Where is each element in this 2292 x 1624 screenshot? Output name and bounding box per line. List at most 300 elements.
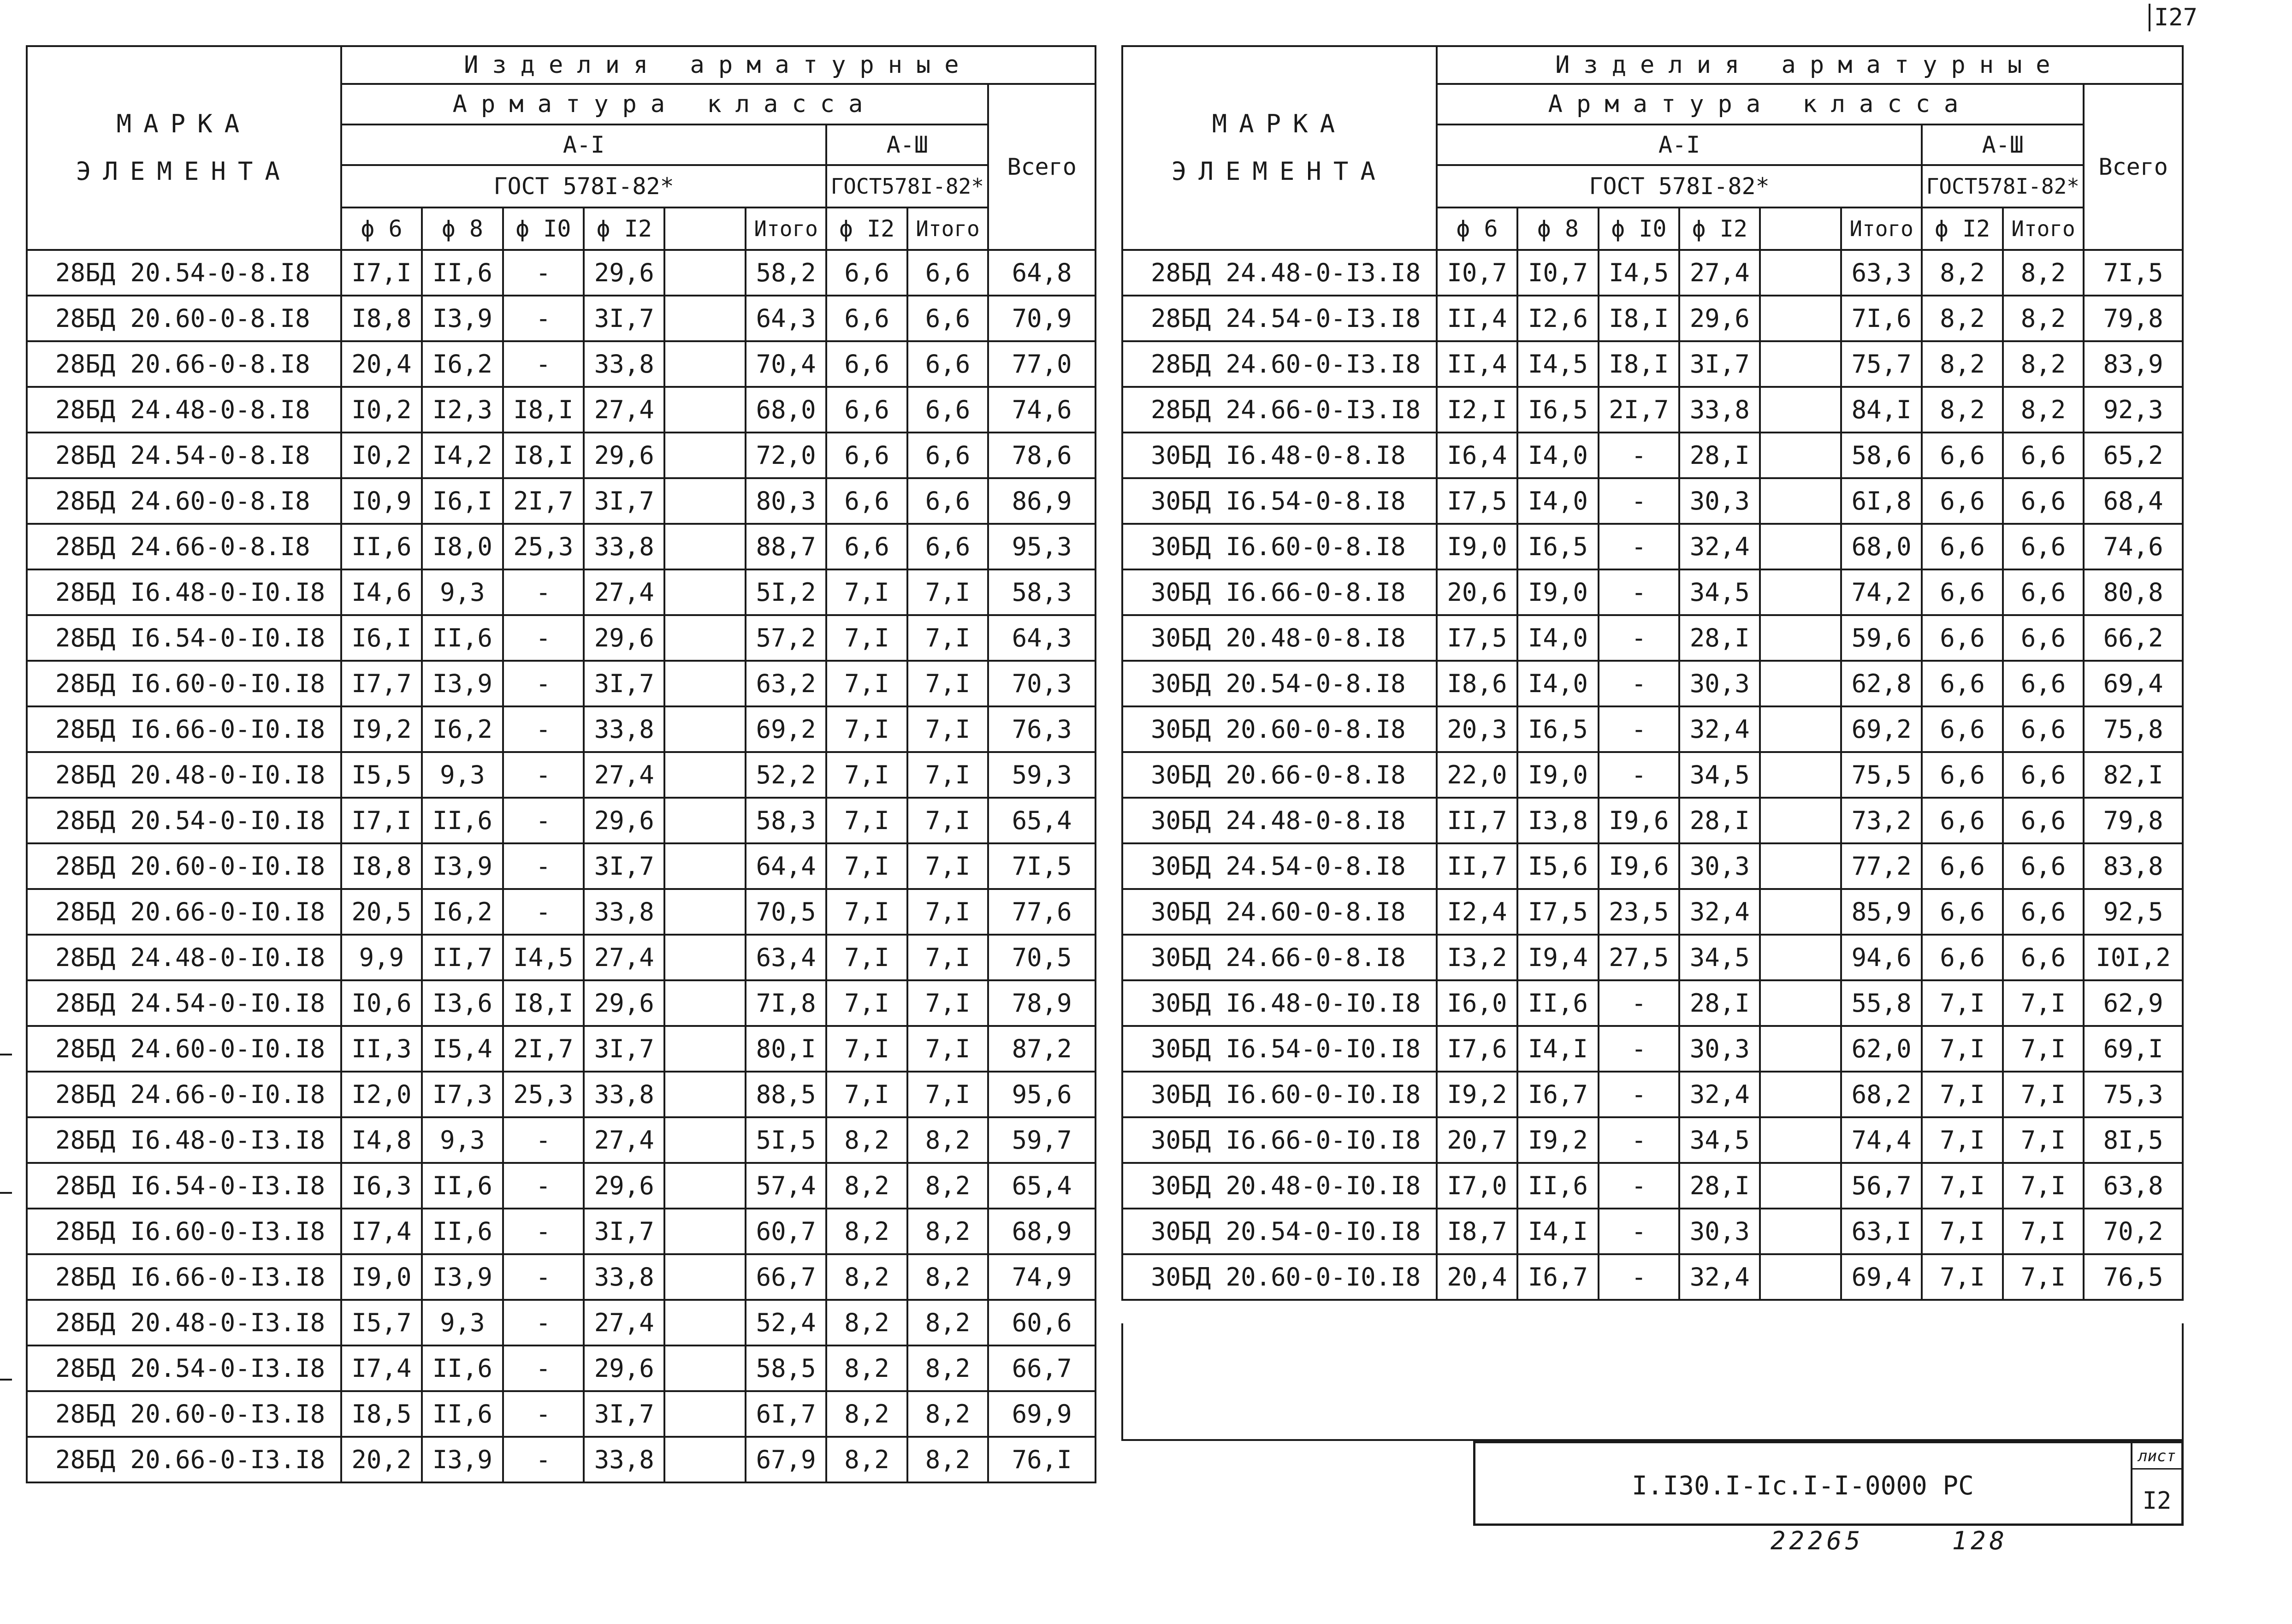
cell-value: 34,5	[1679, 569, 1760, 615]
cell-value: 72,0	[746, 433, 826, 478]
cell-value: 77,6	[988, 889, 1096, 935]
cell-value: 74,9	[988, 1254, 1096, 1300]
cell-value: I8,5	[341, 1391, 422, 1437]
cell-value	[1760, 706, 1841, 752]
cell-value: 6,6	[2003, 889, 2084, 935]
cell-value: 7,I	[826, 1026, 907, 1072]
cell-value: 8,2	[1922, 341, 2002, 387]
table-row	[27, 1437, 1096, 1482]
cell-value: 8,2	[826, 1300, 907, 1345]
d8-header: ϕ 8	[1517, 207, 1598, 250]
cell-value: I4,5	[503, 935, 584, 980]
element-mark: 28БД I6.66-0-I0.I8	[27, 706, 341, 752]
cell-value: -	[503, 1163, 584, 1209]
cell-value: 7,I	[907, 1026, 988, 1072]
cell-value: 7I,6	[1841, 296, 1922, 341]
cell-value: 7,I	[1922, 1117, 2002, 1163]
cell-value: I5,6	[1517, 843, 1598, 889]
cell-value: 3I,7	[584, 296, 664, 341]
cell-value: 69,2	[1841, 706, 1922, 752]
cell-value: I7,0	[1437, 1163, 1517, 1209]
cell-value: I8,I	[1599, 341, 1679, 387]
cell-value: -	[503, 661, 584, 706]
cell-value	[664, 935, 745, 980]
cell-value: I7,7	[341, 661, 422, 706]
element-mark: 30БД 20.60-0-8.I8	[1122, 706, 1437, 752]
cell-value	[664, 433, 745, 478]
cell-value: -	[503, 1254, 584, 1300]
cell-value: 6,6	[907, 296, 988, 341]
sheet-label: лист	[2132, 1447, 2181, 1470]
cell-value: 7,I	[826, 843, 907, 889]
cell-value: 8,2	[2003, 387, 2084, 433]
cell-value: 65,2	[2084, 433, 2183, 478]
cell-value: 2I,7	[503, 478, 584, 524]
table-row	[27, 1300, 1096, 1345]
cell-value: 7,I	[826, 798, 907, 843]
cell-value: 74,6	[2084, 524, 2183, 569]
cell-value	[1760, 615, 1841, 661]
cell-value: 3I,7	[1679, 341, 1760, 387]
cell-value: I9,0	[341, 1254, 422, 1300]
cell-value: 7I,8	[746, 980, 826, 1026]
gost-a3-header: ГОСТ578I-82*	[826, 165, 988, 207]
cell-value: 7,I	[2003, 1254, 2084, 1300]
cell-value: 58,3	[988, 569, 1096, 615]
table-row	[27, 1209, 1096, 1254]
table-row	[27, 387, 1096, 433]
cell-value	[664, 296, 745, 341]
cell-value: 7,I	[1922, 1163, 2002, 1209]
cell-value: 63,8	[2084, 1163, 2183, 1209]
rebar-table-right	[1121, 45, 2184, 1301]
cell-value: I3,9	[422, 1254, 503, 1300]
cell-value: I7,3	[422, 1072, 503, 1117]
table-row	[27, 980, 1096, 1026]
cell-value: 8,2	[907, 1117, 988, 1163]
cell-value: 6,6	[2003, 661, 2084, 706]
cell-value: I7,5	[1517, 889, 1598, 935]
cell-value: I8,8	[341, 843, 422, 889]
cell-value: I4,0	[1517, 433, 1598, 478]
table-row	[27, 250, 1096, 296]
cell-value: 30,3	[1679, 478, 1760, 524]
element-mark: 28БД I6.48-0-I0.I8	[27, 569, 341, 615]
cell-value: 7,I	[826, 706, 907, 752]
cell-value: 28,I	[1679, 1163, 1760, 1209]
cell-value: I6,2	[422, 889, 503, 935]
cell-value: 6,6	[826, 478, 907, 524]
cell-value: 6,6	[2003, 569, 2084, 615]
cell-value: I3,8	[1517, 798, 1598, 843]
cell-value: 62,8	[1841, 661, 1922, 706]
table-row	[27, 1117, 1096, 1163]
cell-value: 88,5	[746, 1072, 826, 1117]
cell-value: I3,9	[422, 661, 503, 706]
cell-value: I4,0	[1517, 661, 1598, 706]
cell-value: 8,2	[826, 1437, 907, 1482]
cell-value: 8,2	[907, 1345, 988, 1391]
cell-value: 6,6	[826, 387, 907, 433]
cell-value: I2,0	[341, 1072, 422, 1117]
cell-value: -	[1599, 980, 1679, 1026]
empty-area	[1121, 1323, 2184, 1441]
element-mark: 28БД 24.54-0-I0.I8	[27, 980, 341, 1026]
cell-value: 83,9	[2084, 341, 2183, 387]
cell-value: II,6	[422, 250, 503, 296]
cell-value: 30,3	[1679, 661, 1760, 706]
table-row	[1122, 935, 2183, 980]
cell-value: 8,2	[907, 1300, 988, 1345]
table-row	[1122, 433, 2183, 478]
cell-value	[1760, 1117, 1841, 1163]
cell-value: 6,6	[1922, 661, 2002, 706]
cell-value	[1760, 341, 1841, 387]
table-row	[27, 752, 1096, 798]
table-row	[1122, 980, 2183, 1026]
cell-value: I0,2	[341, 433, 422, 478]
cell-value: 95,6	[988, 1072, 1096, 1117]
cell-value: 6,6	[1922, 843, 2002, 889]
cell-value: 33,8	[584, 706, 664, 752]
cell-value: 33,8	[584, 341, 664, 387]
element-mark: 28БД 24.54-0-8.I8	[27, 433, 341, 478]
cell-value: I5,5	[341, 752, 422, 798]
cell-value: I6,I	[341, 615, 422, 661]
cell-value: 27,4	[584, 935, 664, 980]
cell-value	[664, 1072, 745, 1117]
cell-value: 6,6	[2003, 798, 2084, 843]
d12-header: ϕ I2	[584, 207, 664, 250]
class-a1-header: A-I	[341, 124, 827, 165]
cell-value: 27,5	[1599, 935, 1679, 980]
cell-value: 33,8	[584, 1437, 664, 1482]
element-mark: 28БД 20.48-0-I0.I8	[27, 752, 341, 798]
cell-value: 6I,8	[1841, 478, 1922, 524]
cell-value: I9,6	[1599, 798, 1679, 843]
cell-value: 2I,7	[503, 1026, 584, 1072]
table-row	[27, 1254, 1096, 1300]
element-mark: 30БД I6.54-0-8.I8	[1122, 478, 1437, 524]
cell-value: 69,2	[746, 706, 826, 752]
cell-value: -	[503, 250, 584, 296]
cell-value: 22,0	[1437, 752, 1517, 798]
table-row	[27, 798, 1096, 843]
element-mark: 28БД 20.66-0-8.I8	[27, 341, 341, 387]
cell-value: I2,3	[422, 387, 503, 433]
cell-value	[1760, 478, 1841, 524]
cell-value: 76,5	[2084, 1254, 2183, 1300]
cell-value	[664, 478, 745, 524]
cell-value: 7,I	[826, 935, 907, 980]
cell-value: -	[1599, 1209, 1679, 1254]
cell-value: I8,7	[1437, 1209, 1517, 1254]
element-mark: 28БД 20.54-0-8.I8	[27, 250, 341, 296]
margin-tick	[0, 1379, 12, 1381]
page-number: I27	[2154, 4, 2197, 31]
archive-stamp	[1771, 1526, 2008, 1555]
cell-value: 63,3	[1841, 250, 1922, 296]
products-header: Изделия арматурные	[1437, 46, 2183, 84]
mark-header: МАРКА ЭЛЕМЕНТА	[1122, 46, 1437, 250]
element-mark: 28БД 20.60-0-I3.I8	[27, 1391, 341, 1437]
cell-value: 6,6	[1922, 889, 2002, 935]
cell-value: -	[1599, 524, 1679, 569]
cell-value: 7,I	[1922, 1254, 2002, 1300]
element-mark: 30БД I6.66-0-I0.I8	[1122, 1117, 1437, 1163]
cell-value: I9,2	[341, 706, 422, 752]
cell-value: I8,6	[1437, 661, 1517, 706]
empty-header	[664, 207, 745, 250]
table-row	[1122, 752, 2183, 798]
cell-value: 20,5	[341, 889, 422, 935]
table-row	[1122, 661, 2183, 706]
cell-value: 70,9	[988, 296, 1096, 341]
cell-value: 75,3	[2084, 1072, 2183, 1117]
cell-value: 67,9	[746, 1437, 826, 1482]
cell-value: -	[503, 889, 584, 935]
gost-a3-header: ГОСТ578I-82*	[1922, 165, 2084, 207]
cell-value: 7,I	[907, 752, 988, 798]
cell-value: 75,5	[1841, 752, 1922, 798]
cell-value: 20,6	[1437, 569, 1517, 615]
cell-value: 86,9	[988, 478, 1096, 524]
cell-value: 33,8	[584, 524, 664, 569]
cell-value: 3I,7	[584, 1391, 664, 1437]
cell-value: 6,6	[2003, 752, 2084, 798]
cell-value: I6,I	[422, 478, 503, 524]
element-mark: 28БД 20.54-0-I3.I8	[27, 1345, 341, 1391]
cell-value: 9,3	[422, 569, 503, 615]
cell-value: 9,3	[422, 752, 503, 798]
cell-value: I4,I	[1517, 1026, 1598, 1072]
cell-value	[1760, 1163, 1841, 1209]
cell-value: 74,2	[1841, 569, 1922, 615]
cell-value: 8,2	[826, 1163, 907, 1209]
cell-value: 6,6	[1922, 935, 2002, 980]
cell-value: 27,4	[584, 569, 664, 615]
cell-value: 29,6	[584, 980, 664, 1026]
cell-value: -	[1599, 433, 1679, 478]
cell-value: I6,5	[1517, 387, 1598, 433]
cell-value: 78,6	[988, 433, 1096, 478]
cell-value: 70,5	[746, 889, 826, 935]
cell-value: 85,9	[1841, 889, 1922, 935]
cell-value: 27,4	[584, 1117, 664, 1163]
cell-value	[664, 843, 745, 889]
cell-value: I6,7	[1517, 1254, 1598, 1300]
cell-value: 7,I	[907, 935, 988, 980]
cell-value: I0I,2	[2084, 935, 2183, 980]
cell-value: I5,7	[341, 1300, 422, 1345]
element-mark: 28БД 24.66-0-I0.I8	[27, 1072, 341, 1117]
cell-value: 28,I	[1679, 615, 1760, 661]
cell-value: 23,5	[1599, 889, 1679, 935]
page-number-divider	[2149, 4, 2150, 31]
cell-value: 74,4	[1841, 1117, 1922, 1163]
table-row	[1122, 1254, 2183, 1300]
cell-value: 73,2	[1841, 798, 1922, 843]
cell-value: II,6	[341, 524, 422, 569]
cell-value: 78,9	[988, 980, 1096, 1026]
cell-value	[664, 661, 745, 706]
cell-value: 69,4	[2084, 661, 2183, 706]
cell-value: 3I,7	[584, 843, 664, 889]
cell-value: I4,6	[341, 569, 422, 615]
cell-value: 75,7	[1841, 341, 1922, 387]
table-row	[27, 569, 1096, 615]
cell-value: 7,I	[1922, 980, 2002, 1026]
d6-header: ϕ 6	[341, 207, 422, 250]
cell-value: 58,6	[1841, 433, 1922, 478]
cell-value: I4,5	[1517, 341, 1598, 387]
cell-value: 27,4	[584, 387, 664, 433]
cell-value: 5I,5	[746, 1117, 826, 1163]
cell-value: 7I,5	[2084, 250, 2183, 296]
cell-value: 64,8	[988, 250, 1096, 296]
element-mark: 30БД I6.54-0-I0.I8	[1122, 1026, 1437, 1072]
cell-value: I4,8	[341, 1117, 422, 1163]
cell-value: II,6	[422, 798, 503, 843]
table-row	[27, 1345, 1096, 1391]
table-row	[27, 843, 1096, 889]
cell-value: -	[503, 1117, 584, 1163]
cell-value: 62,9	[2084, 980, 2183, 1026]
cell-value: 6,6	[1922, 706, 2002, 752]
cell-value: 6,6	[907, 250, 988, 296]
cell-value: 6,6	[1922, 798, 2002, 843]
cell-value: 8,2	[826, 1209, 907, 1254]
table-row	[1122, 341, 2183, 387]
cell-value: 7,I	[907, 661, 988, 706]
cell-value: I8,0	[422, 524, 503, 569]
cell-value: 8,2	[826, 1254, 907, 1300]
cell-value: 66,2	[2084, 615, 2183, 661]
cell-value: -	[503, 1345, 584, 1391]
cell-value: I3,6	[422, 980, 503, 1026]
element-mark: 30БД I6.48-0-8.I8	[1122, 433, 1437, 478]
cell-value: -	[1599, 615, 1679, 661]
cell-value: 63,I	[1841, 1209, 1922, 1254]
cell-value: 65,4	[988, 1163, 1096, 1209]
cell-value: 80,I	[746, 1026, 826, 1072]
rebar-class-header: Арматура класса	[1437, 84, 2084, 124]
element-mark: 30БД I6.48-0-I0.I8	[1122, 980, 1437, 1026]
cell-value: I6,7	[1517, 1072, 1598, 1117]
sheet-number: I2	[2142, 1487, 2172, 1515]
cell-value: 52,4	[746, 1300, 826, 1345]
element-mark: 30БД 20.60-0-I0.I8	[1122, 1254, 1437, 1300]
cell-value: 77,0	[988, 341, 1096, 387]
cell-value: 3I,7	[584, 478, 664, 524]
cell-value: 6,6	[2003, 843, 2084, 889]
cell-value: 8,2	[1922, 296, 2002, 341]
cell-value: I8,I	[503, 387, 584, 433]
element-mark: 30БД 20.54-0-I0.I8	[1122, 1209, 1437, 1254]
cell-value: 7I,5	[988, 843, 1096, 889]
title-block	[1473, 1441, 2184, 1526]
cell-value: -	[1599, 1117, 1679, 1163]
cell-value: 88,7	[746, 524, 826, 569]
cell-value: I0,7	[1517, 250, 1598, 296]
cell-value: I8,I	[503, 433, 584, 478]
cell-value	[1760, 1072, 1841, 1117]
cell-value	[1760, 569, 1841, 615]
element-mark: 30БД 20.54-0-8.I8	[1122, 661, 1437, 706]
sheet-box	[2131, 1443, 2181, 1523]
table-row	[1122, 889, 2183, 935]
cell-value: 59,3	[988, 752, 1096, 798]
cell-value: 74,6	[988, 387, 1096, 433]
cell-value: 8,2	[826, 1117, 907, 1163]
cell-value: -	[503, 1300, 584, 1345]
cell-value: 27,4	[584, 1300, 664, 1345]
cell-value	[664, 250, 745, 296]
cell-value: 25,3	[503, 1072, 584, 1117]
cell-value: 8,2	[2003, 250, 2084, 296]
cell-value: II,7	[1437, 798, 1517, 843]
element-mark: 28БД 24.60-0-8.I8	[27, 478, 341, 524]
table-row	[27, 341, 1096, 387]
cell-value: 92,3	[2084, 387, 2183, 433]
cell-value: I0,9	[341, 478, 422, 524]
cell-value: 33,8	[1679, 387, 1760, 433]
cell-value: 52,2	[746, 752, 826, 798]
gost-a1-header: ГОСТ 578I-82*	[1437, 165, 1922, 207]
table-row	[27, 1072, 1096, 1117]
cell-value: 30,3	[1679, 1026, 1760, 1072]
element-mark: 28БД 20.48-0-I3.I8	[27, 1300, 341, 1345]
cell-value: 59,6	[1841, 615, 1922, 661]
cell-value: 6,6	[1922, 433, 2002, 478]
cell-value: -	[1599, 1163, 1679, 1209]
table-row	[1122, 615, 2183, 661]
cell-value	[664, 569, 745, 615]
element-mark: 30БД 24.66-0-8.I8	[1122, 935, 1437, 980]
element-mark: 30БД 24.54-0-8.I8	[1122, 843, 1437, 889]
cell-value: 8,2	[826, 1391, 907, 1437]
cell-value: 8,2	[1922, 387, 2002, 433]
cell-value: II,4	[1437, 296, 1517, 341]
cell-value: 34,5	[1679, 1117, 1760, 1163]
cell-value: 33,8	[584, 1254, 664, 1300]
cell-value: 58,5	[746, 1345, 826, 1391]
cell-value: 32,4	[1679, 1254, 1760, 1300]
cell-value: 28,I	[1679, 433, 1760, 478]
cell-value: 20,3	[1437, 706, 1517, 752]
d10-header: ϕ I0	[1599, 207, 1679, 250]
cell-value: 59,7	[988, 1117, 1096, 1163]
cell-value: 6,6	[2003, 935, 2084, 980]
cell-value: II,4	[1437, 341, 1517, 387]
element-mark: 28БД 20.60-0-I0.I8	[27, 843, 341, 889]
table-row	[27, 935, 1096, 980]
cell-value: 8,2	[2003, 296, 2084, 341]
cell-value: 28,I	[1679, 980, 1760, 1026]
cell-value: 34,5	[1679, 935, 1760, 980]
cell-value: I9,2	[1517, 1117, 1598, 1163]
cell-value	[1760, 1026, 1841, 1072]
cell-value: 6,6	[907, 387, 988, 433]
cell-value	[664, 798, 745, 843]
element-mark: 28БД I6.48-0-I3.I8	[27, 1117, 341, 1163]
cell-value: 7,I	[907, 615, 988, 661]
cell-value: II,7	[1437, 843, 1517, 889]
element-mark: 30БД 20.48-0-I0.I8	[1122, 1163, 1437, 1209]
table-row	[27, 478, 1096, 524]
cell-value: -	[503, 569, 584, 615]
cell-value: -	[503, 296, 584, 341]
